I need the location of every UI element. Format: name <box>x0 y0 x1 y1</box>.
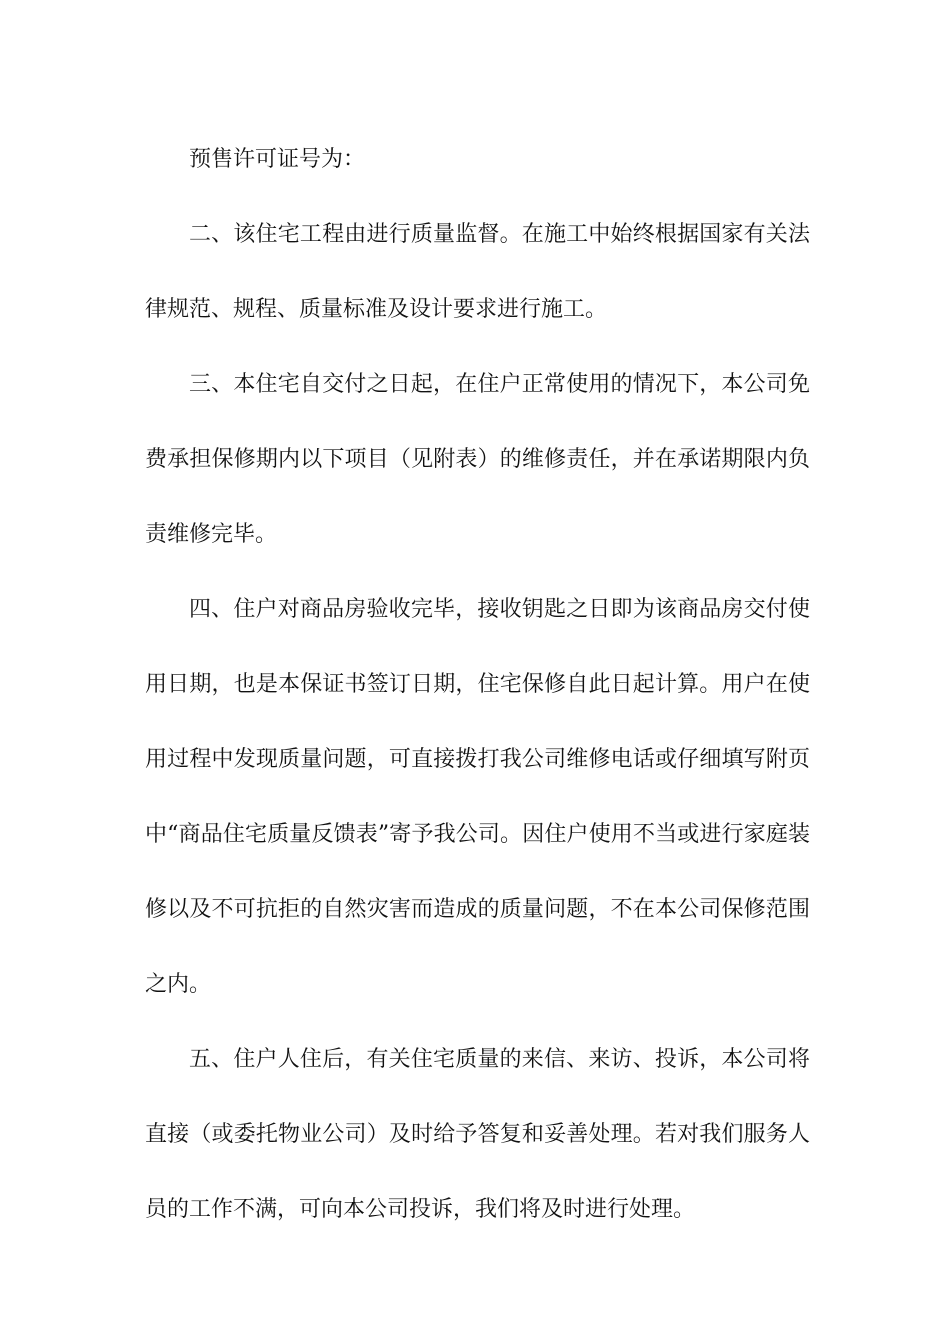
document-body <box>145 122 810 1247</box>
paragraph-complaints: 五、住户人住后，有关住宅质量的来信、来访、投诉，本公司将直接（或委托物业公司）及时给予答复和妥善处理。若对我们服务人员的工作不满，可向本公司投诉，我们将及时进行处理。 <box>145 1047 810 1222</box>
paragraph-warranty-responsibility: 三、本住宅自交付之日起，在住户正常使用的情况下，本公司免费承担保修期内以下项目（见附表）的维修责任，并在承诺期限内负责维修完毕。 <box>145 372 810 547</box>
paragraph-delivery-date: 四、住户对商品房验收完毕，接收钥匙之日即为该商品房交付使用日期，也是本保证书签订日期，住宅保修自此日起计算。用户在使用过程中发现质量问题，可直接拨打我公司维修电话或仔细填写附页中“商品住宅质量反馈表”寄予我公司。因住户使用不当或进行家庭装修以及不可抗拒的自然灾害而造成的质量问题，不在本公司保修范围之内。 <box>145 597 810 997</box>
paragraph-presale-permit: 预售许可证号为： <box>189 147 366 172</box>
paragraph-quality-supervision: 二、该住宅工程由进行质量监督。在施工中始终根据国家有关法律规范、规程、质量标准及设计要求进行施工。 <box>145 222 810 322</box>
